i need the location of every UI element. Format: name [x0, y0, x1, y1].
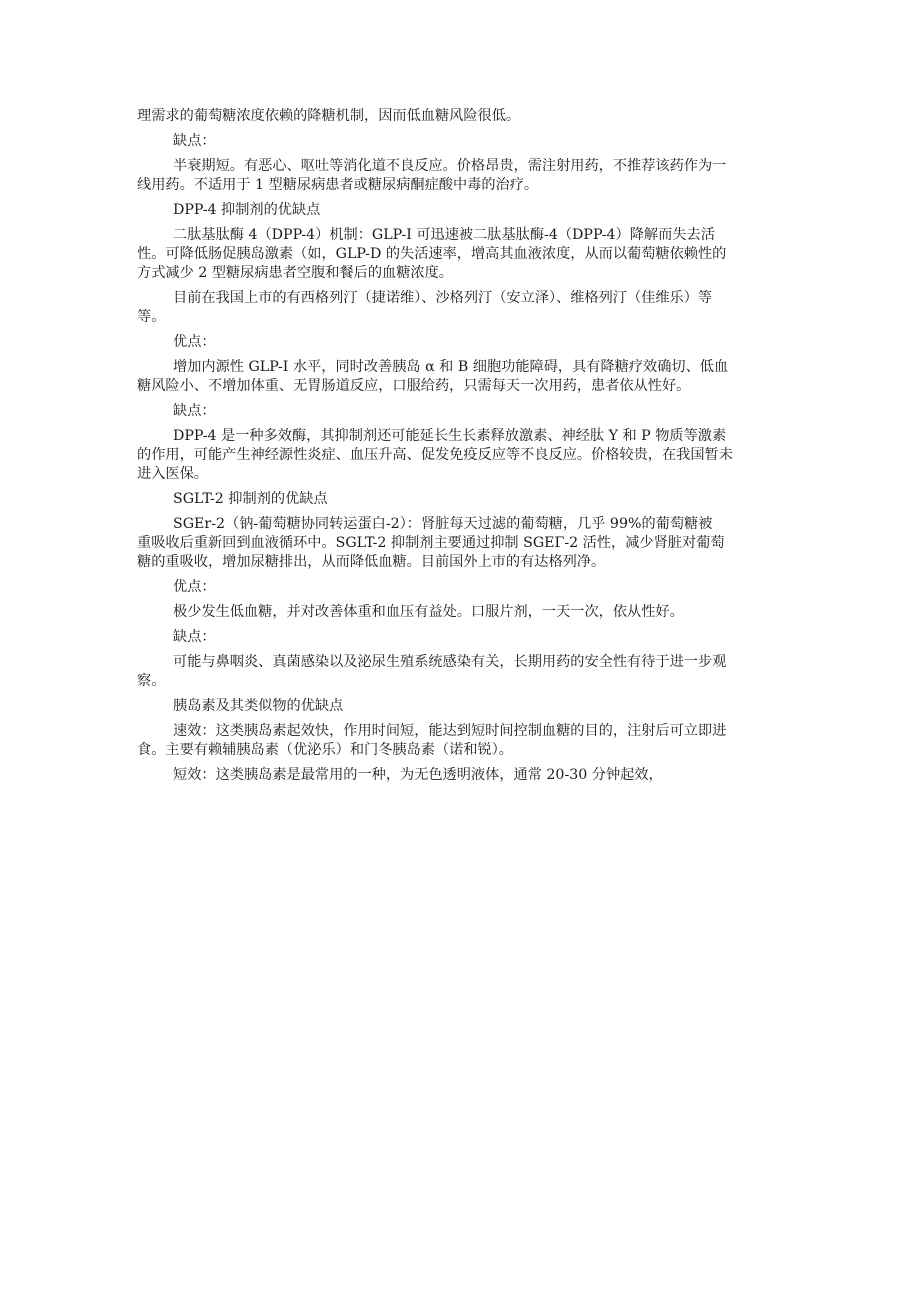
paragraph-line: 食。主要有赖辅胰岛素（优泌乐）和门冬胰岛素（诺和锐）。 — [137, 742, 513, 758]
paragraph-line: 察。 — [137, 673, 166, 689]
paragraph-line: 极少发生低血糖，并对改善体重和血压有益处。口服片剂，一天一次，依从性好。 — [173, 604, 684, 620]
heading-advantages: 优点： — [173, 334, 216, 350]
paragraph-line: 等。 — [137, 309, 166, 325]
paragraph-line: 速效：这类胰岛素起效快，作用时间短，能达到短时间控制血糖的目的，注射后可立即进 — [173, 723, 727, 739]
heading-disadvantages: 缺点： — [173, 629, 216, 645]
paragraph-line: 短效：这类胰岛素是最常用的一种，为无色透明液体，通常 20-30 分钟起效， — [173, 767, 663, 783]
document-body — [137, 107, 784, 785]
paragraph-line: 增加内源性 GLP-I 水平，同时改善胰岛 α 和 B 细胞功能障碍，具有降糖疗效确切、低血 — [173, 359, 729, 375]
paragraph-line: 的作用，可能产生神经源性炎症、血压升高、促发免疫反应等不良反应。价格较贵，在我国暂未 — [137, 447, 733, 463]
paragraph-line: 目前在我国上市的有西格列汀（捷诺维）、沙格列汀（安立泽）、维格列汀（佳维乐）等 — [173, 290, 713, 306]
paragraph-line: 二肽基肽酶 4（DPP-4）机制：GLP-I 可迅速被二肽基肽酶-4（DPP-4）降解而失去活 — [173, 227, 715, 243]
paragraph-line: 理需求的葡萄糖浓度依赖的降糖机制，因而低血糖风险很低。 — [137, 108, 521, 124]
paragraph-line: 性。可降低肠促胰岛激素（如，GLP-D 的失活速率，增高其血液浓度，从而以葡萄糖依赖性的 — [137, 246, 727, 262]
heading-disadvantages: 缺点： — [173, 133, 216, 149]
paragraph-line: 糖的重吸收，增加尿糖排出，从而降低血糖。目前国外上市的有达格列净。 — [137, 554, 606, 570]
paragraph-line: DPP-4 是一种多效酶，其抑制剂还可能延长生长素释放激素、神经肽 Y 和 P 物质等激素 — [173, 428, 727, 444]
paragraph-line: 线用药。不适用于 1 型糖尿病患者或糖尿病酮症酸中毒的治疗。 — [137, 177, 539, 193]
paragraph-line: 方式减少 2 型糖尿病患者空腹和餐后的血糖浓度。 — [137, 265, 453, 281]
section-heading-insulin: 胰岛素及其类似物的优缺点 — [173, 698, 344, 714]
paragraph-line: 半衰期短。有恶心、呕吐等消化道不良反应。价格昂贵，需注射用药，不推荐该药作为一 — [173, 158, 727, 174]
paragraph-line: 可能与鼻咽炎、真菌感染以及泌尿生殖系统感染有关，长期用药的安全性有待于进一步观 — [173, 654, 727, 670]
section-heading-dpp4: DPP-4 抑制剂的优缺点 — [173, 202, 321, 218]
section-heading-sglt2: SGLT-2 抑制剂的优缺点 — [173, 491, 328, 507]
heading-advantages: 优点： — [173, 579, 216, 595]
paragraph-line: 重吸收后重新回到血液循环中。SGLT-2 抑制剂主要通过抑制 SGEΓ-2 活性，减少肾脏对葡萄 — [137, 535, 725, 551]
paragraph-line: SGEr-2（钠-葡萄糖协同转运蛋白-2）：肾脏每天过滤的葡萄糖，几乎 99%的葡萄糖被 — [173, 516, 713, 532]
paragraph-line: 进入医保。 — [137, 466, 208, 482]
heading-disadvantages: 缺点： — [173, 403, 216, 419]
paragraph-line: 糖风险小、不增加体重、无胃肠道反应，口服给药，只需每天一次用药，患者依从性好。 — [137, 378, 691, 394]
